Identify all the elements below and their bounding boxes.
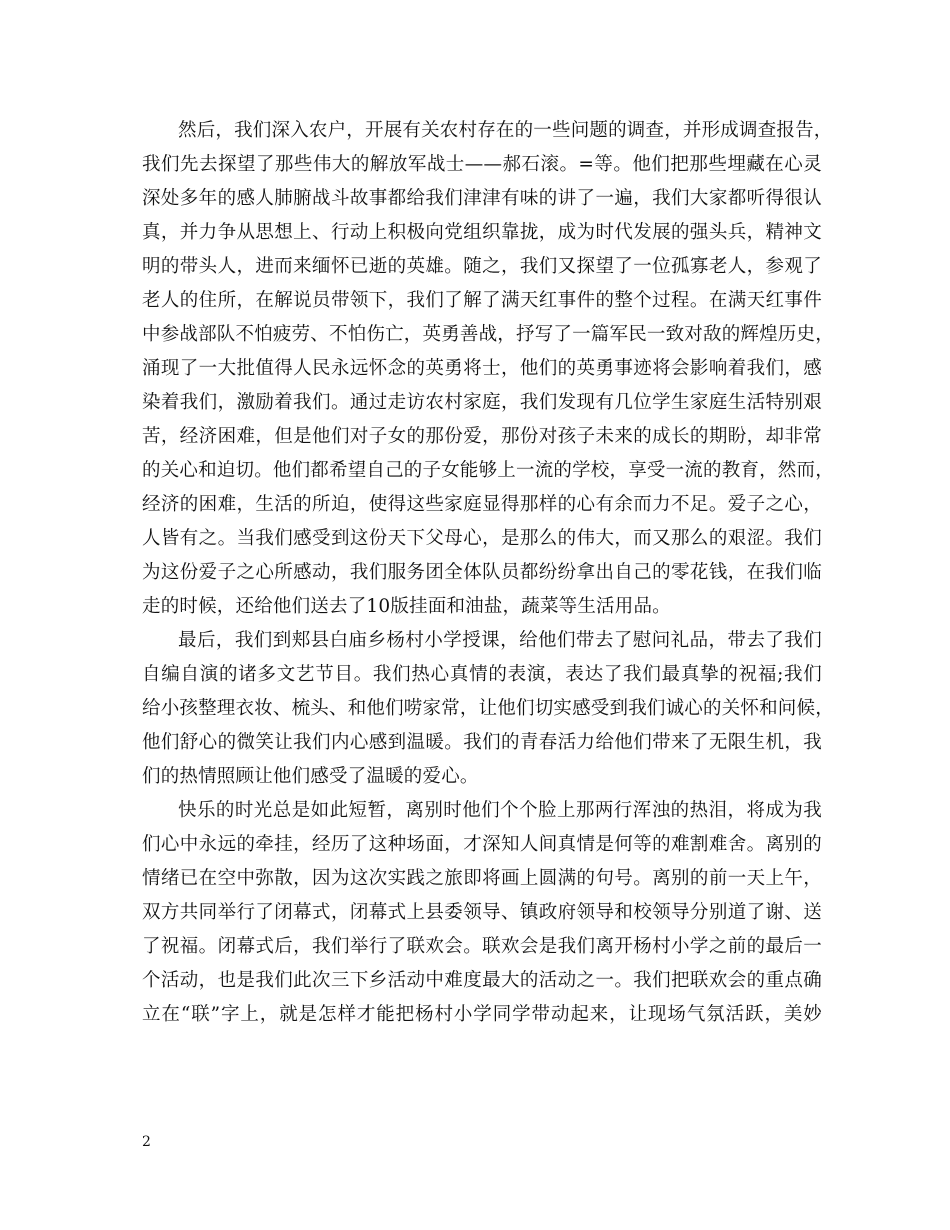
text-line: 个活动，也是我们此次三下乡活动中难度最大的活动之一。我们把联欢会的重点确: [142, 970, 822, 991]
text-line: 自编自演的诸多文艺节目。我们热心真情的表演，表达了我们最真挚的祝福;我们: [142, 664, 822, 685]
text-line: 立在“联”字上，就是怎样才能把杨村小学同学带动起来，让现场气氛活跃，美妙: [142, 1004, 822, 1025]
text-line: 们心中永远的牵挂，经历了这种场面，才深知人间真情是何等的难割难舍。离别的: [142, 834, 822, 855]
text-line: 真，并力争从思想上、行动上积极向党组织靠拢，成为时代发展的强头兵，精神文: [142, 222, 822, 243]
text-line: 为这份爱子之心所感动，我们服务团全体队员都纷纷拿出自己的零花钱，在我们临: [142, 562, 822, 583]
text-line: 给小孩整理衣妆、梳头、和他们唠家常，让他们切实感受到我们诚心的关怀和问候，: [142, 698, 834, 719]
text-line: 们的热情照顾让他们感受了温暖的爱心。: [142, 766, 479, 787]
text-line: 走的时候，还给他们送去了10版挂面和油盐，蔬菜等生活用品。: [142, 596, 671, 617]
paragraph-first-line: 最后，我们到郏县白庙乡杨村小学授课，给他们带去了慰问礼品，带去了我们: [178, 630, 822, 651]
text-line: 老人的住所，在解说员带领下，我们了解了满天红事件的整个过程。在满天红事件: [142, 290, 822, 311]
text-line: 中参战部队不怕疲劳、不怕伤亡，英勇善战，抒写了一篇军民一致对敌的辉煌历史，: [142, 324, 834, 345]
text-line: 双方共同举行了闭幕式，闭幕式上县委领导、镇政府领导和校领导分别道了谢、送: [142, 902, 822, 923]
text-line: 人皆有之。当我们感受到这份天下父母心，是那么的伟大，而又那么的艰涩。我们: [142, 528, 822, 549]
text-line: 的关心和迫切。他们都希望自己的子女能够上一流的学校，享受一流的教育，然而，: [142, 460, 834, 481]
page-number: 2: [142, 1134, 151, 1150]
text-line: 明的带头人，进而来缅怀已逝的英雄。随之，我们又探望了一位孤寡老人，参观了: [142, 256, 822, 277]
text-line: 经济的困难，生活的所迫，使得这些家庭显得那样的心有余而力不足。爱子之心，: [142, 494, 822, 515]
text-line: 情绪已在空中弥散，因为这次实践之旅即将画上圆满的句号。离别的前一天上午，: [142, 868, 822, 889]
body-text: [142, 114, 834, 1032]
text-line: 了祝福。闭幕式后，我们举行了联欢会。联欢会是我们离开杨村小学之前的最后一: [142, 936, 822, 957]
text-line: 染着我们，激励着我们。通过走访农村家庭，我们发现有几位学生家庭生活特别艰: [142, 392, 822, 413]
text-line: 涌现了一大批值得人民永远怀念的英勇将士，他们的英勇事迹将会影响着我们，感: [142, 358, 822, 379]
text-line: 深处多年的感人肺腑战斗故事都给我们津津有味的讲了一遍，我们大家都听得很认: [142, 188, 822, 209]
paragraph-first-line: 快乐的时光总是如此短暂，离别时他们个个脸上那两行浑浊的热泪，将成为我: [178, 800, 822, 821]
text-line: 我们先去探望了那些伟大的解放军战士——郝石滚。=等。他们把那些埋藏在心灵: [142, 154, 822, 175]
text-line: 苦，经济困难，但是他们对子女的那份爱，那份对孩子未来的成长的期盼，却非常: [142, 426, 822, 447]
paragraph-first-line: 然后，我们深入农户，开展有关农村存在的一些问题的调查，并形成调查报告，: [178, 120, 833, 141]
text-line: 他们舒心的微笑让我们内心感到温暖。我们的青春活力给他们带来了无限生机，我: [142, 732, 822, 753]
